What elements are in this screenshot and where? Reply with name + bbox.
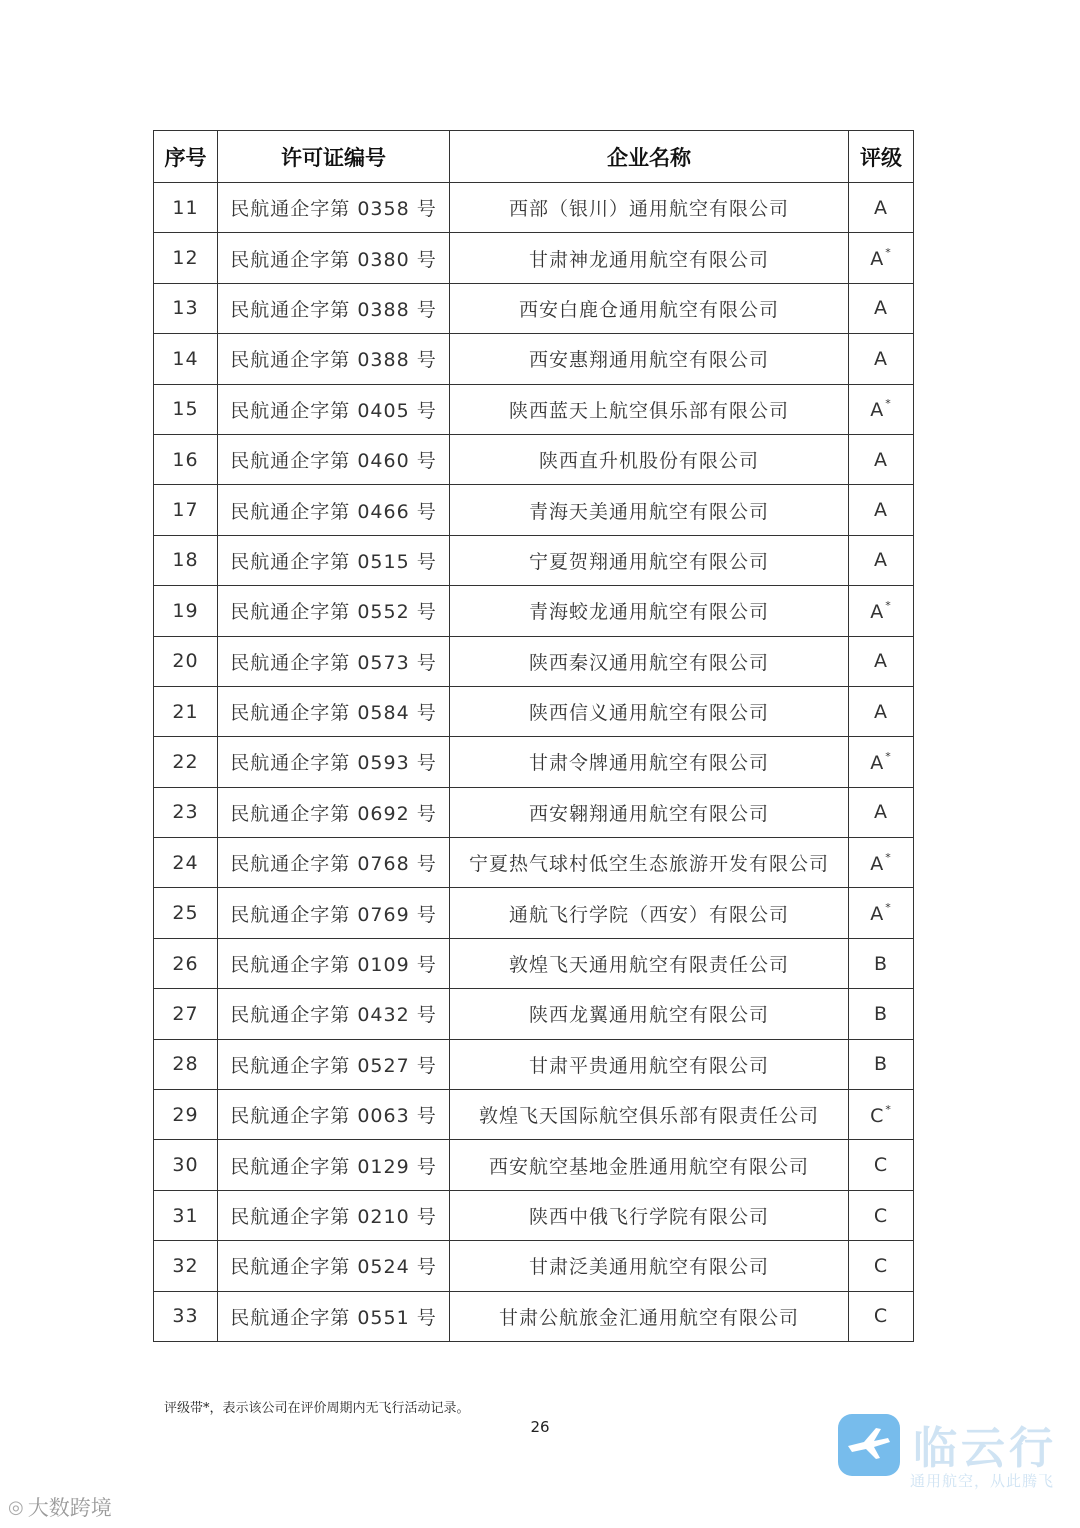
cell-company: 宁夏热气球村低空生态旅游开发有限公司	[450, 838, 849, 888]
cell-rating	[849, 485, 914, 535]
cell-seq: 28	[154, 1039, 218, 1089]
watermark-left	[8, 1492, 112, 1522]
cell-rating	[849, 434, 914, 484]
rating-value: A	[874, 801, 888, 824]
rating-value: C	[873, 1204, 889, 1227]
cell-seq: 32	[154, 1241, 218, 1291]
cell-rating	[849, 787, 914, 837]
header-license: 许可证编号	[218, 131, 450, 183]
cell-company: 西安航空基地金胜通用航空有限公司	[450, 1140, 849, 1190]
cell-seq: 22	[154, 737, 218, 787]
rating-value: C	[873, 1154, 889, 1177]
header-seq: 序号	[154, 131, 218, 183]
table-row	[154, 334, 914, 384]
cell-license: 民航通企字第 0593 号	[218, 737, 450, 787]
rating-star: *	[885, 598, 892, 612]
cell-license: 民航通企字第 0584 号	[218, 686, 450, 736]
cell-rating	[849, 1241, 914, 1291]
cell-company: 甘肃公航旅金汇通用航空有限公司	[450, 1291, 849, 1341]
cell-seq: 26	[154, 938, 218, 988]
cell-license: 民航通企字第 0769 号	[218, 888, 450, 938]
rating-value: B	[873, 1053, 889, 1076]
cell-license: 民航通企字第 0527 号	[218, 1039, 450, 1089]
cell-company: 青海蛟龙通用航空有限公司	[450, 586, 849, 636]
cell-seq: 21	[154, 686, 218, 736]
cell-license: 民航通企字第 0552 号	[218, 586, 450, 636]
cell-rating	[849, 183, 914, 233]
weibo-logo-icon: ◎	[8, 1496, 24, 1518]
rating-value: A	[874, 297, 888, 320]
cell-license: 民航通企字第 0524 号	[218, 1241, 450, 1291]
cell-rating	[849, 535, 914, 585]
cell-seq: 13	[154, 283, 218, 333]
cell-rating	[849, 334, 914, 384]
cell-seq: 30	[154, 1140, 218, 1190]
rating-star: *	[885, 397, 892, 411]
table-row	[154, 233, 914, 283]
cell-company: 敦煌飞天国际航空俱乐部有限责任公司	[450, 1090, 849, 1140]
cell-license: 民航通企字第 0551 号	[218, 1291, 450, 1341]
header-rating: 评级	[849, 131, 914, 183]
rating-star: *	[885, 1102, 892, 1116]
rating-value: A	[870, 248, 885, 271]
cell-seq: 29	[154, 1090, 218, 1140]
cell-rating	[849, 233, 914, 283]
table-row	[154, 1291, 914, 1341]
table-row	[154, 183, 914, 233]
cell-rating	[849, 384, 914, 434]
rating-value: C	[870, 1104, 885, 1127]
cell-license: 民航通企字第 0460 号	[218, 434, 450, 484]
rating-value: A	[874, 650, 888, 673]
rating-value: A	[874, 196, 888, 219]
footnote: 评级带*，表示该公司在评价周期内无飞行活动记录。	[164, 1401, 470, 1416]
cell-company: 青海天美通用航空有限公司	[450, 485, 849, 535]
airplane-icon	[838, 1414, 900, 1476]
cell-seq: 12	[154, 233, 218, 283]
table-row	[154, 384, 914, 434]
header-company: 企业名称	[450, 131, 849, 183]
cell-license: 民航通企字第 0109 号	[218, 938, 450, 988]
cell-company: 甘肃平贵通用航空有限公司	[450, 1039, 849, 1089]
cell-seq: 20	[154, 636, 218, 686]
cell-company: 甘肃神龙通用航空有限公司	[450, 233, 849, 283]
cell-company: 陕西中俄飞行学院有限公司	[450, 1190, 849, 1240]
cell-rating	[849, 888, 914, 938]
cell-seq: 16	[154, 434, 218, 484]
rating-star: *	[885, 901, 892, 915]
cell-seq: 19	[154, 586, 218, 636]
cell-seq: 23	[154, 787, 218, 837]
cell-company: 西安白鹿仓通用航空有限公司	[450, 283, 849, 333]
table-row	[154, 686, 914, 736]
rating-value: A	[874, 448, 888, 471]
table-row	[154, 787, 914, 837]
cell-rating	[849, 737, 914, 787]
cell-license: 民航通企字第 0768 号	[218, 838, 450, 888]
cell-company: 陕西蓝天上航空俱乐部有限公司	[450, 384, 849, 434]
cell-license: 民航通企字第 0692 号	[218, 787, 450, 837]
cell-company: 甘肃令牌通用航空有限公司	[450, 737, 849, 787]
rating-value: A	[874, 347, 888, 370]
cell-rating	[849, 1090, 914, 1140]
table-row	[154, 989, 914, 1039]
table-row	[154, 283, 914, 333]
cell-company: 陕西直升机股份有限公司	[450, 434, 849, 484]
rating-value: A	[870, 751, 885, 774]
table-row	[154, 1090, 914, 1140]
cell-license: 民航通企字第 0432 号	[218, 989, 450, 1039]
table-header-row	[154, 131, 914, 183]
rating-value: C	[873, 1254, 889, 1277]
rating-star: *	[885, 246, 892, 260]
rating-value: A	[870, 399, 885, 422]
cell-company: 陕西秦汉通用航空有限公司	[450, 636, 849, 686]
table-row	[154, 938, 914, 988]
table-row	[154, 1190, 914, 1240]
watermark-left-text: 大数跨境	[27, 1496, 112, 1520]
cell-rating	[849, 1190, 914, 1240]
cell-company: 陕西信义通用航空有限公司	[450, 686, 849, 736]
cell-seq: 17	[154, 485, 218, 535]
rating-value: C	[873, 1305, 889, 1328]
cell-seq: 25	[154, 888, 218, 938]
cell-seq: 33	[154, 1291, 218, 1341]
cell-seq: 14	[154, 334, 218, 384]
watermark-slogan: 通用航空，从此腾飞	[910, 1472, 1055, 1490]
cell-rating	[849, 586, 914, 636]
cell-license: 民航通企字第 0388 号	[218, 334, 450, 384]
rating-star: *	[885, 749, 892, 763]
cell-license: 民航通企字第 0405 号	[218, 384, 450, 434]
cell-license: 民航通企字第 0380 号	[218, 233, 450, 283]
cell-license: 民航通企字第 0466 号	[218, 485, 450, 535]
cell-seq: 27	[154, 989, 218, 1039]
cell-seq: 11	[154, 183, 218, 233]
cell-seq: 15	[154, 384, 218, 434]
cell-company: 通航飞行学院（西安）有限公司	[450, 888, 849, 938]
cell-rating	[849, 989, 914, 1039]
cell-license: 民航通企字第 0063 号	[218, 1090, 450, 1140]
table-row	[154, 636, 914, 686]
cell-company: 西安翱翔通用航空有限公司	[450, 787, 849, 837]
cell-company: 宁夏贺翔通用航空有限公司	[450, 535, 849, 585]
cell-license: 民航通企字第 0129 号	[218, 1140, 450, 1190]
table-row	[154, 888, 914, 938]
cell-rating	[849, 686, 914, 736]
rating-value: A	[874, 700, 888, 723]
table-row	[154, 535, 914, 585]
cell-rating	[849, 1039, 914, 1089]
table-row	[154, 1039, 914, 1089]
cell-license: 民航通企字第 0388 号	[218, 283, 450, 333]
rating-value: B	[873, 952, 889, 975]
rating-table	[153, 130, 914, 1342]
table-row	[154, 434, 914, 484]
cell-company: 敦煌飞天通用航空有限责任公司	[450, 938, 849, 988]
rating-value: A	[870, 903, 885, 926]
watermark-right	[838, 1410, 1063, 1500]
cell-license: 民航通企字第 0210 号	[218, 1190, 450, 1240]
table-row	[154, 1140, 914, 1190]
rating-value: B	[873, 1002, 889, 1025]
cell-rating	[849, 283, 914, 333]
table-row	[154, 737, 914, 787]
cell-license: 民航通企字第 0358 号	[218, 183, 450, 233]
rating-value: A	[874, 499, 888, 522]
cell-rating	[849, 1140, 914, 1190]
cell-company: 甘肃泛美通用航空有限公司	[450, 1241, 849, 1291]
cell-rating	[849, 838, 914, 888]
cell-rating	[849, 636, 914, 686]
cell-seq: 24	[154, 838, 218, 888]
cell-license: 民航通企字第 0515 号	[218, 535, 450, 585]
rating-value: A	[870, 852, 885, 875]
table-row	[154, 1241, 914, 1291]
rating-value: A	[870, 600, 885, 623]
cell-company: 西安惠翔通用航空有限公司	[450, 334, 849, 384]
cell-rating	[849, 1291, 914, 1341]
rating-star: *	[885, 850, 892, 864]
table-row	[154, 838, 914, 888]
cell-seq: 18	[154, 535, 218, 585]
rating-value: A	[874, 549, 888, 572]
cell-rating	[849, 938, 914, 988]
table-row	[154, 586, 914, 636]
cell-seq: 31	[154, 1190, 218, 1240]
cell-company: 西部（银川）通用航空有限公司	[450, 183, 849, 233]
table-row	[154, 485, 914, 535]
watermark-brand: 临云行	[913, 1423, 1057, 1474]
cell-company: 陕西龙翼通用航空有限公司	[450, 989, 849, 1039]
cell-license: 民航通企字第 0573 号	[218, 636, 450, 686]
page-number: 26	[530, 1418, 550, 1436]
